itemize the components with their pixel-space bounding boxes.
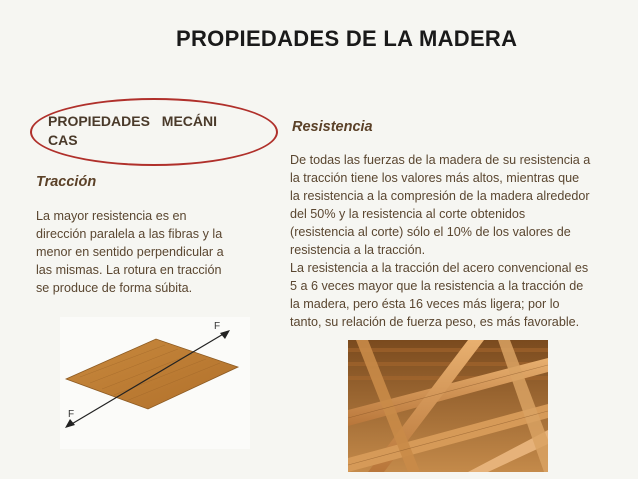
arrow-head-bottom	[65, 419, 75, 428]
wood-plank	[66, 339, 238, 409]
resistencia-line: resistencia a la tracción.	[290, 243, 426, 257]
resistencia-line: la madera, pero ésta 16 veces más ligera; por lo	[290, 297, 560, 311]
resistencia-line: tanto, su relación de fuerza peso, es más favorable.	[290, 315, 580, 329]
wood-tension-svg	[60, 317, 250, 449]
traccion-heading: Tracción	[36, 174, 97, 190]
resistencia-line: del 50% y la resistencia al corte obtenidos	[290, 207, 526, 221]
resistencia-heading: Resistencia	[292, 119, 373, 135]
wood-tension-diagram	[60, 317, 250, 449]
timber-roof-svg	[348, 340, 548, 472]
resistencia-line: la tracción tiene los valores más altos, mientras que	[290, 171, 580, 185]
timber-roof-photo	[348, 340, 548, 472]
arrow-head-top	[220, 330, 230, 339]
force-label-bottom: F	[68, 409, 75, 420]
resistencia-line: De todas las fuerzas de la madera de su resistencia a	[290, 153, 591, 167]
slide-title: PROPIEDADES DE LA MADERA	[176, 26, 518, 51]
traccion-line: La mayor resistencia es en	[36, 209, 187, 223]
traccion-line: las mismas. La rotura en tracción	[36, 263, 222, 277]
traccion-line: dirección paralela a las fibras y la	[36, 227, 223, 241]
resistencia-line: 5 a 6 veces mayor que la resistencia a la tracción de	[290, 279, 584, 293]
resistencia-line: La resistencia a la tracción del acero convencional es	[290, 261, 589, 275]
traccion-line: menor en sentido perpendicular a	[36, 245, 224, 259]
section-label: PROPIEDADES MECÁNI CAS	[48, 113, 218, 148]
resistencia-line: la resistencia a la compresión de la madera alrededor	[290, 189, 590, 203]
traccion-line: se produce de forma súbita.	[36, 281, 193, 295]
force-label-top: F	[214, 321, 221, 332]
resistencia-line: (resistencia al corte) sólo el 10% de los valores de	[290, 225, 571, 239]
